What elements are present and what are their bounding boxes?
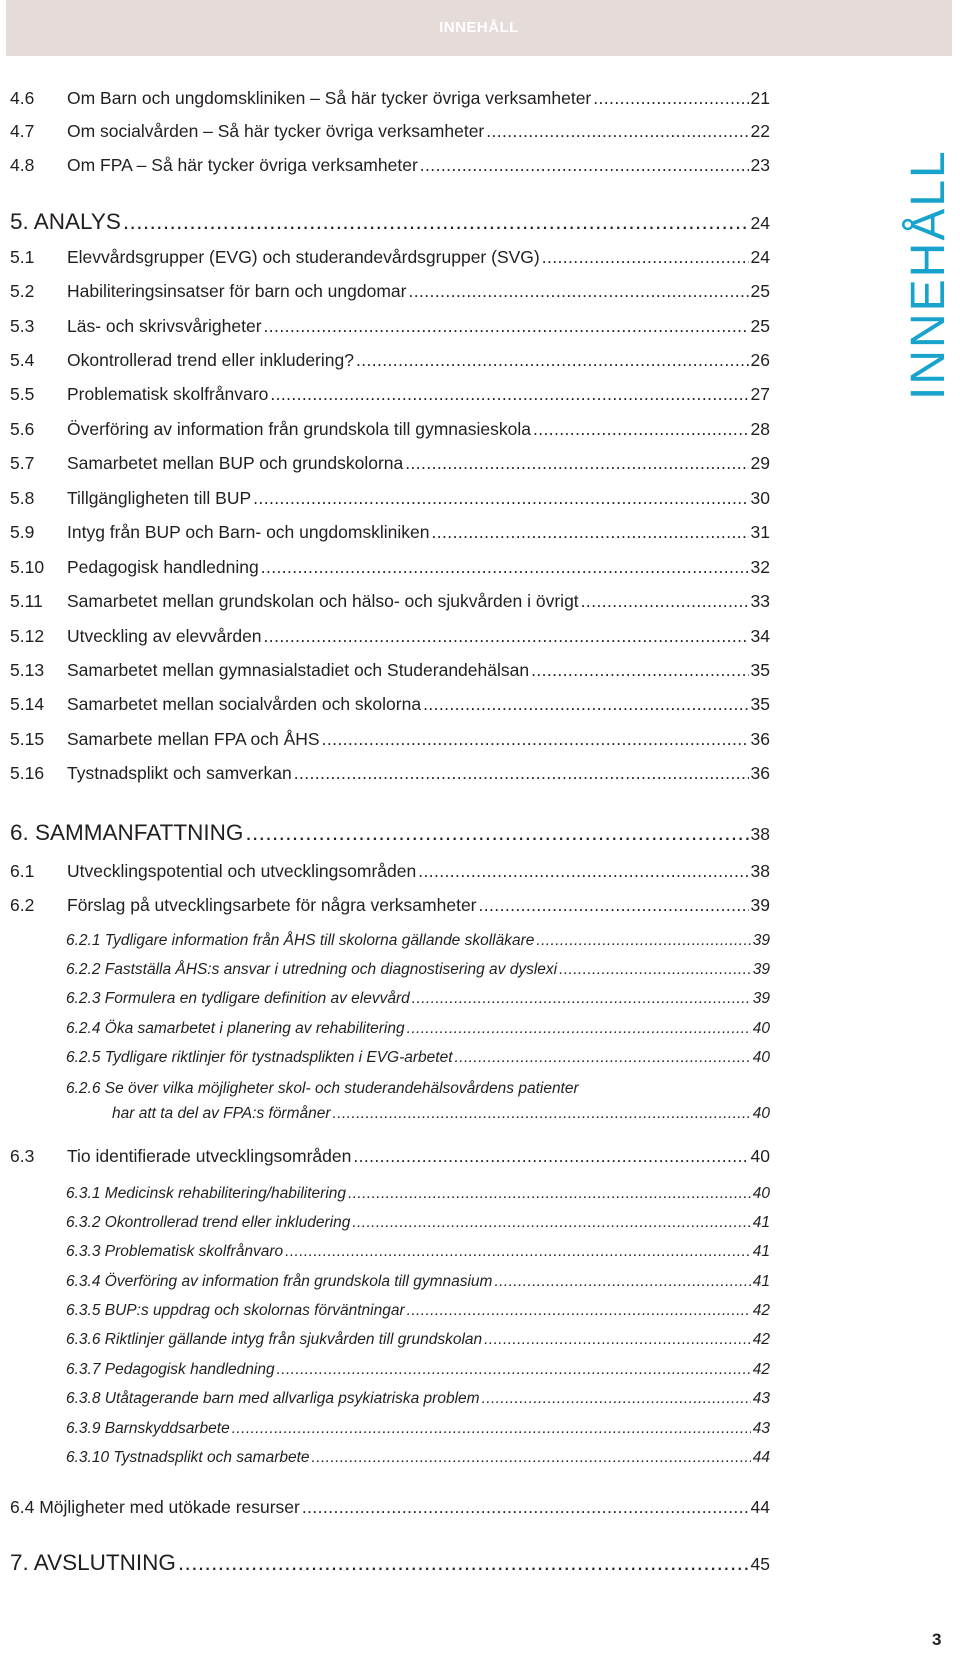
toc-leader-dots <box>482 1390 751 1408</box>
toc-entry-5-14[interactable] <box>10 694 770 715</box>
toc-entry-6-2[interactable] <box>10 895 770 916</box>
toc-entry-label: Tillgängligheten till BUP <box>67 488 252 508</box>
toc-subentry-6-3-10[interactable] <box>66 1449 770 1467</box>
toc-leader-dots <box>531 660 748 681</box>
toc-leader-dots <box>559 961 751 979</box>
toc-subentry-label: har att ta del av FPA:s förmåner <box>112 1105 331 1122</box>
toc-subentry-page: 40 <box>752 1049 770 1066</box>
toc-leader-dots <box>479 895 749 916</box>
toc-subentry-label: 6.3.1 Medicinsk rehabilitering/habilitering <box>66 1185 347 1202</box>
toc-subentry-6-2-1[interactable] <box>66 932 770 950</box>
toc-entry-number: 4.7 <box>10 121 35 141</box>
toc-subentry-page: 41 <box>752 1214 770 1231</box>
toc-entry-number: 5.6 <box>10 419 35 439</box>
toc-subentry-page: 40 <box>752 1185 770 1202</box>
toc-entry-page: 33 <box>750 591 770 611</box>
toc-subentry-label: 6.3.9 Barnskyddsarbete <box>66 1420 230 1437</box>
toc-leader-dots <box>322 729 749 750</box>
toc-subentry-6-2-4[interactable] <box>66 1020 770 1038</box>
toc-entry-number: 5.8 <box>10 488 35 508</box>
toc-entry-label: Utveckling av elevvården <box>67 626 262 646</box>
toc-entry-number: 5.5 <box>10 384 35 404</box>
toc-subentry-6-3-1[interactable] <box>66 1185 770 1203</box>
toc-leader-dots <box>484 1331 751 1349</box>
toc-entry-number: 5.3 <box>10 316 35 336</box>
toc-entry-number: 5.12 <box>10 626 45 646</box>
toc-leader-dots <box>352 1214 750 1232</box>
toc-entry-page: 36 <box>750 729 770 749</box>
toc-entry-page: 25 <box>750 316 770 336</box>
toc-subentry-6-3-9[interactable] <box>66 1420 770 1438</box>
toc-subentry-page: 39 <box>752 990 770 1007</box>
toc-leader-dots <box>405 453 748 474</box>
toc-entry-number: 5.4 <box>10 350 35 370</box>
toc-subentry-6-2-6-line2[interactable] <box>112 1105 770 1123</box>
toc-leader-dots <box>264 316 749 337</box>
toc-subentry-6-3-2[interactable] <box>66 1214 770 1232</box>
toc-leader-dots <box>408 281 748 302</box>
toc-subentry-6-3-8[interactable] <box>66 1390 770 1408</box>
toc-subentry-label: 6.3.4 Överföring av information från grundskola till gymnasium <box>66 1273 493 1290</box>
toc-leader-dots <box>285 1243 751 1261</box>
toc-entry-page: 31 <box>750 522 770 542</box>
toc-entry-label: Läs- och skrivsvårigheter <box>67 316 262 336</box>
toc-chapter-page: 45 <box>750 1554 770 1574</box>
toc-subentry-label: 6.3.2 Okontrollerad trend eller inkludering <box>66 1214 351 1231</box>
toc-entry-5-9[interactable] <box>10 522 770 543</box>
toc-subentry-label: 6.2.6 Se över vilka möjligheter skol- och studerandehälsovårdens patienter <box>66 1080 579 1097</box>
toc-leader-dots <box>542 247 749 268</box>
toc-chapter-7[interactable] <box>10 1550 770 1576</box>
toc-entry-page: 23 <box>750 155 770 175</box>
toc-entry-label: Samarbetet mellan grundskolan och hälso- och sjukvården i övrigt <box>67 591 579 611</box>
toc-entry-page: 28 <box>750 419 770 439</box>
toc-subentry-page: 42 <box>752 1361 770 1378</box>
toc-entry-label: Samarbetet mellan gymnasialstadiet och Studerandehälsan <box>67 660 530 680</box>
toc-entry-5-16[interactable] <box>10 763 770 784</box>
toc-entry-page: 25 <box>750 281 770 301</box>
toc-chapter-6[interactable] <box>10 820 770 846</box>
side-title: INNEHÅLL <box>902 149 955 400</box>
toc-subentry-6-3-3[interactable] <box>66 1243 770 1261</box>
toc-entry-label: Problematisk skolfrånvaro <box>67 384 269 404</box>
toc-leader-dots <box>407 1302 751 1320</box>
toc-leader-dots <box>264 626 749 647</box>
page-number: 3 <box>932 1630 942 1649</box>
toc-entry-number: 4.6 <box>10 88 35 108</box>
toc-subentry-page: 40 <box>752 1105 770 1122</box>
toc-entry-5-7[interactable] <box>10 453 770 474</box>
toc-entry-5-8[interactable] <box>10 488 770 509</box>
toc-entry-label: Om Barn och ungdomskliniken – Så här tycker övriga verksamheter <box>67 88 592 108</box>
toc-entry-page: 39 <box>750 895 770 915</box>
toc-entry-label: Pedagogisk handledning <box>67 557 259 577</box>
toc-subentry-page: 42 <box>752 1331 770 1348</box>
toc-subentry-label: 6.2.3 Formulera en tydligare definition av elevvård <box>66 990 410 1007</box>
toc-leader-dots <box>455 1049 751 1067</box>
toc-entry-page: 40 <box>750 1146 770 1166</box>
toc-leader-dots <box>123 209 749 235</box>
toc-chapter-page: 38 <box>750 824 770 844</box>
toc-entry-number: 6.1 <box>10 861 35 881</box>
toc-leader-dots <box>420 155 749 176</box>
toc-subentry-page: 41 <box>752 1273 770 1290</box>
toc-entry-label: Samarbetet mellan BUP och grundskolorna <box>67 453 404 473</box>
toc-entry-6-4[interactable] <box>10 1497 770 1518</box>
toc-entry-5-5[interactable] <box>10 384 770 405</box>
toc-entry-5-1[interactable] <box>10 247 770 268</box>
toc-entry-number: 5.1 <box>10 247 35 267</box>
toc-subentry-6-3-6[interactable] <box>66 1331 770 1349</box>
toc-entry-page: 21 <box>750 88 770 108</box>
toc-entry-number: 6.2 <box>10 895 35 915</box>
toc-entry-label: Tio identifierade utvecklingsområden <box>67 1146 352 1166</box>
toc-entry-4-6[interactable] <box>10 88 770 109</box>
toc-entry-number: 5.16 <box>10 763 45 783</box>
toc-entry-page: 44 <box>750 1497 770 1517</box>
toc-entry-label: Tystnadsplikt och samverkan <box>67 763 292 783</box>
toc-subentry-page: 44 <box>752 1449 770 1466</box>
toc-entry-page: 30 <box>750 488 770 508</box>
toc-entry-5-2[interactable] <box>10 281 770 302</box>
toc-entry-page: 35 <box>750 694 770 714</box>
toc-leader-dots <box>533 419 749 440</box>
toc-leader-dots <box>412 990 751 1008</box>
toc-entry-5-10[interactable] <box>10 557 770 578</box>
toc-leader-dots <box>581 591 749 612</box>
toc-leader-dots <box>423 694 748 715</box>
toc-entry-4-7[interactable] <box>10 121 770 142</box>
toc-leader-dots <box>407 1020 751 1038</box>
toc-subentry-page: 43 <box>752 1390 770 1407</box>
toc-entry-6-1[interactable] <box>10 861 770 882</box>
toc-subentry-6-2-2[interactable] <box>66 961 770 979</box>
toc-subentry-page: 39 <box>752 961 770 978</box>
toc-entry-page: 36 <box>750 763 770 783</box>
toc-chapter-5[interactable] <box>10 209 770 235</box>
toc-entry-5-12[interactable] <box>10 626 770 647</box>
toc-entry-page: 29 <box>750 453 770 473</box>
toc-subentry-6-2-5[interactable] <box>66 1049 770 1067</box>
toc-leader-dots <box>348 1185 751 1203</box>
toc-subentry-label: 6.3.6 Riktlinjer gällande intyg från sjukvården till grundskolan <box>66 1331 483 1348</box>
toc-entry-number: 4.8 <box>10 155 35 175</box>
toc-subentry-6-2-6-line1[interactable] <box>66 1080 579 1098</box>
toc-entry-page: 22 <box>750 121 770 141</box>
toc-subentry-label: 6.2.4 Öka samarbetet i planering av rehabilitering <box>66 1020 405 1037</box>
toc-entry-label: Utvecklingspotential och utvecklingsområden <box>67 861 417 881</box>
toc-subentry-label: 6.3.5 BUP:s uppdrag och skolornas förväntningar <box>66 1302 405 1319</box>
toc-entry-label: Samarbete mellan FPA och ÅHS <box>67 729 320 749</box>
toc-leader-dots <box>536 932 750 950</box>
toc-leader-dots <box>418 861 748 882</box>
toc-subentry-page: 42 <box>752 1302 770 1319</box>
toc-entry-label: Okontrollerad trend eller inkludering? <box>67 350 354 370</box>
toc-entry-label: Habiliteringsinsatser för barn och ungdomar <box>67 281 407 301</box>
toc-leader-dots <box>178 1550 749 1576</box>
toc-entry-number: 5.9 <box>10 522 35 542</box>
toc-leader-dots <box>277 1361 751 1379</box>
toc-subentry-label: 6.3.3 Problematisk skolfrånvaro <box>66 1243 284 1260</box>
header-title: INNEHÅLL <box>439 19 519 36</box>
toc-entry-page: 26 <box>750 350 770 370</box>
toc-chapter-page: 24 <box>750 213 770 233</box>
toc-entry-5-6[interactable] <box>10 419 770 440</box>
toc-leader-dots <box>432 522 749 543</box>
toc-entry-page: 24 <box>750 247 770 267</box>
toc-subentry-label: 6.3.10 Tystnadsplikt och samarbete <box>66 1449 310 1466</box>
toc-subentry-page: 43 <box>752 1420 770 1437</box>
toc-entry-6-3[interactable] <box>10 1146 770 1167</box>
toc-leader-dots <box>494 1273 750 1291</box>
toc-entry-label: Samarbetet mellan socialvården och skolorna <box>67 694 422 714</box>
toc-leader-dots <box>356 350 749 371</box>
toc-entry-page: 38 <box>750 861 770 881</box>
toc-subentry-page: 41 <box>752 1243 770 1260</box>
toc-entry-4-8[interactable] <box>10 155 770 176</box>
toc-entry-label: Elevvårdsgrupper (EVG) och studerandevårdsgrupper (SVG) <box>67 247 540 267</box>
toc-leader-dots <box>353 1146 748 1167</box>
toc-subentry-label: 6.2.1 Tydligare information från ÅHS till skolorna gällande skolläkare <box>66 932 535 949</box>
toc-chapter-label: 5. ANALYS <box>10 209 121 234</box>
toc-entry-number: 5.14 <box>10 694 45 714</box>
toc-subentry-label: 6.3.8 Utåtagerande barn med allvarliga psykiatriska problem <box>66 1390 480 1407</box>
toc-entry-number: 5.15 <box>10 729 45 749</box>
toc-entry-number: 5.7 <box>10 453 35 473</box>
toc-leader-dots <box>270 384 748 405</box>
toc-entry-number: 5.2 <box>10 281 35 301</box>
toc-subentry-page: 40 <box>752 1020 770 1037</box>
toc-leader-dots <box>253 488 748 509</box>
toc-leader-dots <box>232 1420 751 1438</box>
toc-entry-label: Överföring av information från grundskola till gymnasieskola <box>67 419 531 439</box>
toc-leader-dots <box>486 121 748 142</box>
toc-subentry-label: 6.3.7 Pedagogisk handledning <box>66 1361 275 1378</box>
toc-entry-label: Förslag på utvecklingsarbete för några verksamheter <box>67 895 477 915</box>
toc-leader-dots <box>294 763 749 784</box>
toc-entry-number: 5.13 <box>10 660 45 680</box>
toc-chapter-label: 6. SAMMANFATTNING <box>10 820 244 845</box>
toc-entry-label: Om FPA – Så här tycker övriga verksamheter <box>67 155 418 175</box>
toc-entry-5-4[interactable] <box>10 350 770 371</box>
toc-entry-5-11[interactable] <box>10 591 770 612</box>
toc-entry-number: 6.3 <box>10 1146 35 1166</box>
toc-leader-dots <box>261 557 749 578</box>
toc-subentry-label: 6.2.5 Tydligare riktlinjer för tystnadsplikten i EVG-arbetet <box>66 1049 453 1066</box>
toc-entry-page: 27 <box>750 384 770 404</box>
toc-entry-number: 5.11 <box>10 591 43 611</box>
toc-entry-page: 32 <box>750 557 770 577</box>
toc-leader-dots <box>333 1105 751 1123</box>
toc-subentry-6-3-7[interactable] <box>66 1361 770 1379</box>
toc-entry-number: 5.10 <box>10 557 45 577</box>
toc-entry-page: 35 <box>750 660 770 680</box>
toc-subentry-6-3-5[interactable] <box>66 1302 770 1320</box>
toc-subentry-label: 6.2.2 Fastställa ÅHS:s ansvar i utredning och diagnostisering av dyslexi <box>66 961 558 978</box>
toc-entry-label: Om socialvården – Så här tycker övriga verksamheter <box>67 121 485 141</box>
toc-entry-label: 6.4 Möjligheter med utökade resurser <box>10 1497 300 1517</box>
toc-leader-dots <box>302 1497 749 1518</box>
toc-entry-label: Intyg från BUP och Barn- och ungdomskliniken <box>67 522 430 542</box>
toc-entry-5-13[interactable] <box>10 660 770 681</box>
toc-subentry-page: 39 <box>752 932 770 949</box>
toc-subentry-6-3-4[interactable] <box>66 1273 770 1291</box>
toc-leader-dots <box>312 1449 751 1467</box>
toc-chapter-label: 7. AVSLUTNING <box>10 1550 176 1575</box>
toc-leader-dots <box>245 820 748 846</box>
toc-entry-5-3[interactable] <box>10 316 770 337</box>
toc-entry-page: 34 <box>750 626 770 646</box>
toc-leader-dots <box>593 88 748 109</box>
toc-subentry-6-2-3[interactable] <box>66 990 770 1008</box>
toc-entry-5-15[interactable] <box>10 729 770 750</box>
